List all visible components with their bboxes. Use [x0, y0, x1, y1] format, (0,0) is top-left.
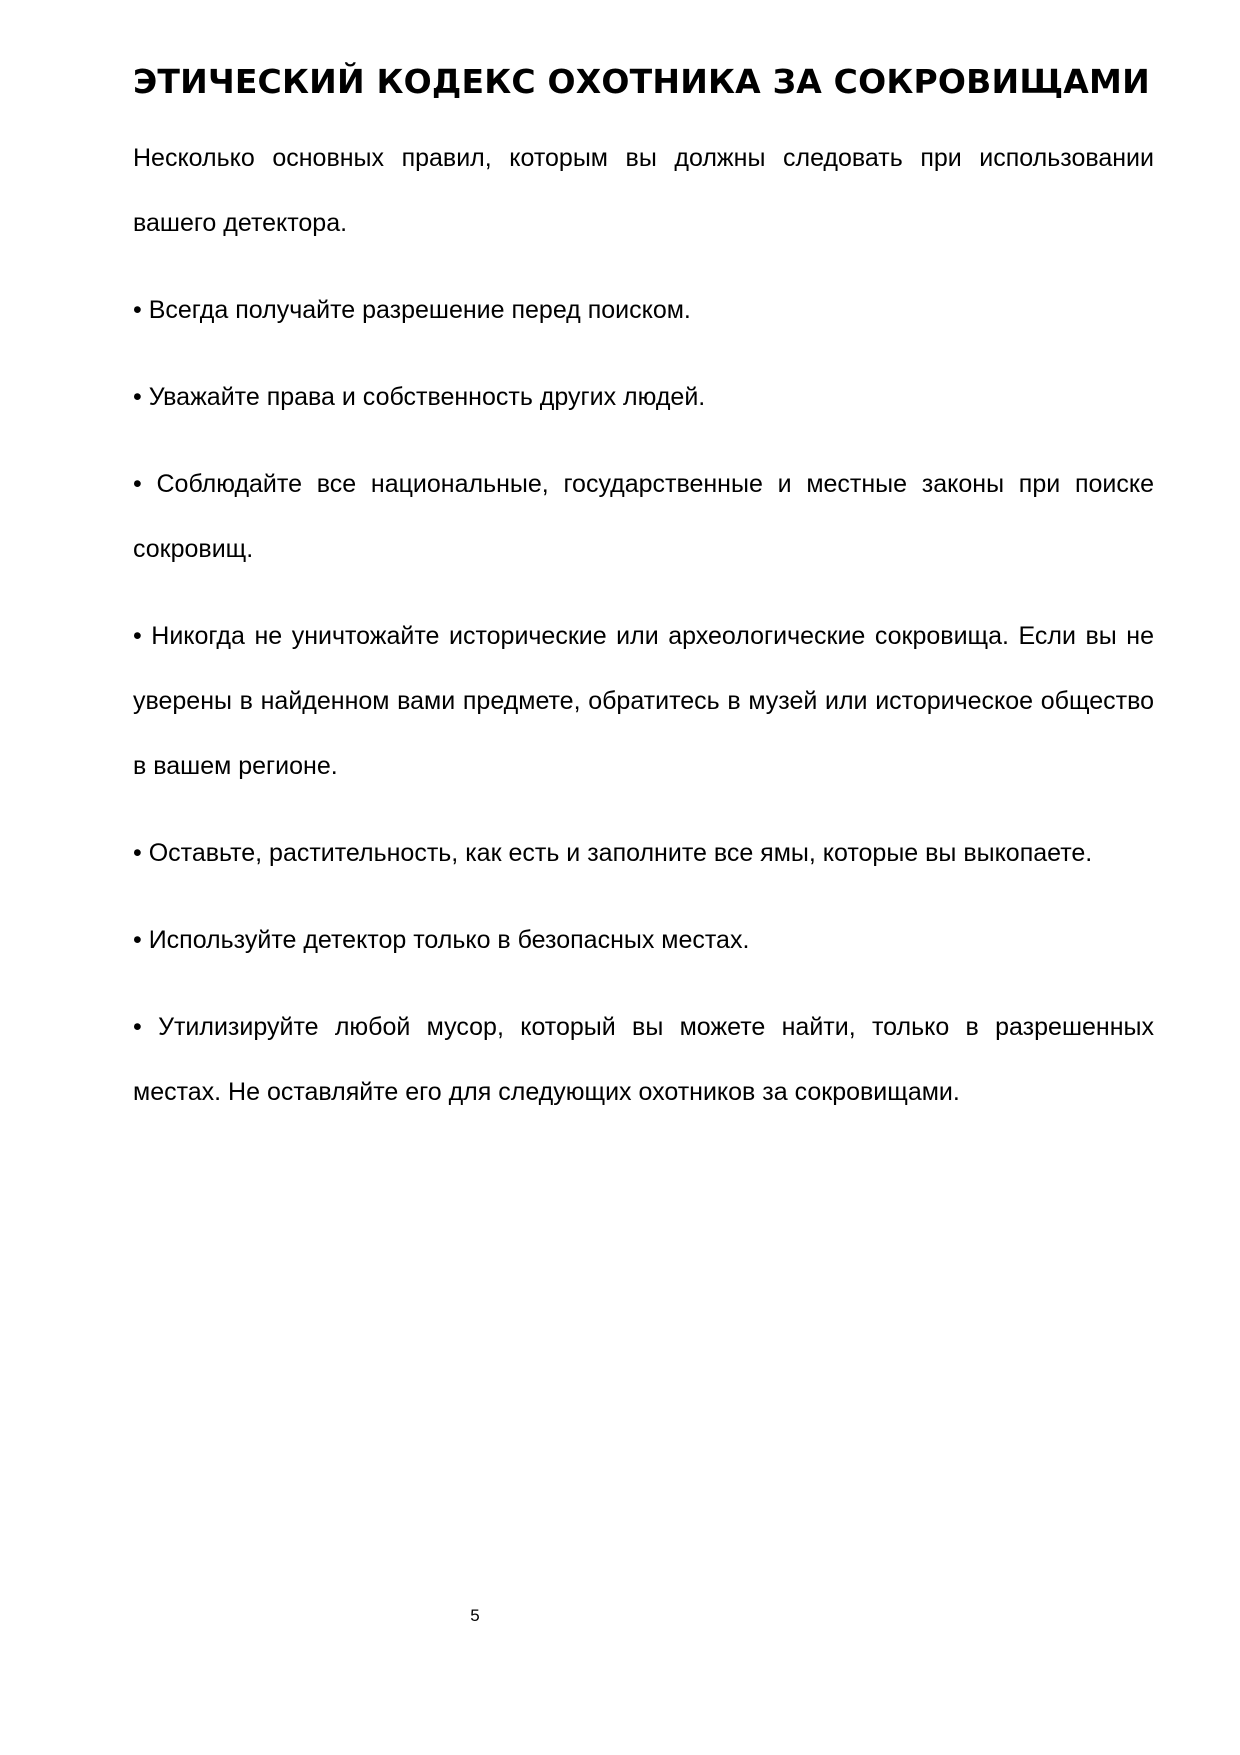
document-body	[133, 126, 1154, 1147]
page-number: 5	[470, 1606, 480, 1625]
rule-item-respect-property: • Уважайте права и собственность других людей.	[133, 383, 706, 411]
page-title: ЭТИЧЕСКИЙ КОДЕКС ОХОТНИКА ЗА СОКРОВИЩАМИ	[133, 62, 1150, 101]
rule-item-fill-holes: • Оставьте, растительность, как есть и заполните все ямы, которые вы выкопаете.	[133, 839, 1093, 867]
rule-item-obey-laws: • Соблюдайте все национальные, государственные и местные законы при поиске сокровищ.	[133, 470, 1154, 563]
rule-item-dispose-trash: • Утилизируйте любой мусор, который вы можете найти, только в разрешенных местах. Не оставляйте его для следующих охотников за сокровищами.	[133, 1013, 1154, 1106]
intro-paragraph: Несколько основных правил, которым вы должны следовать при использовании вашего детектора.	[133, 144, 1154, 237]
rule-item-historical-treasures: • Никогда не уничтожайте исторические или археологические сокровища. Если вы не уверены в найденном вами предмете, обратитесь в музей или историческое общество в вашем регионе.	[133, 622, 1154, 780]
rule-item-safe-places: • Используйте детектор только в безопасных местах.	[133, 926, 750, 954]
rule-item-permission: • Всегда получайте разрешение перед поиском.	[133, 296, 691, 324]
